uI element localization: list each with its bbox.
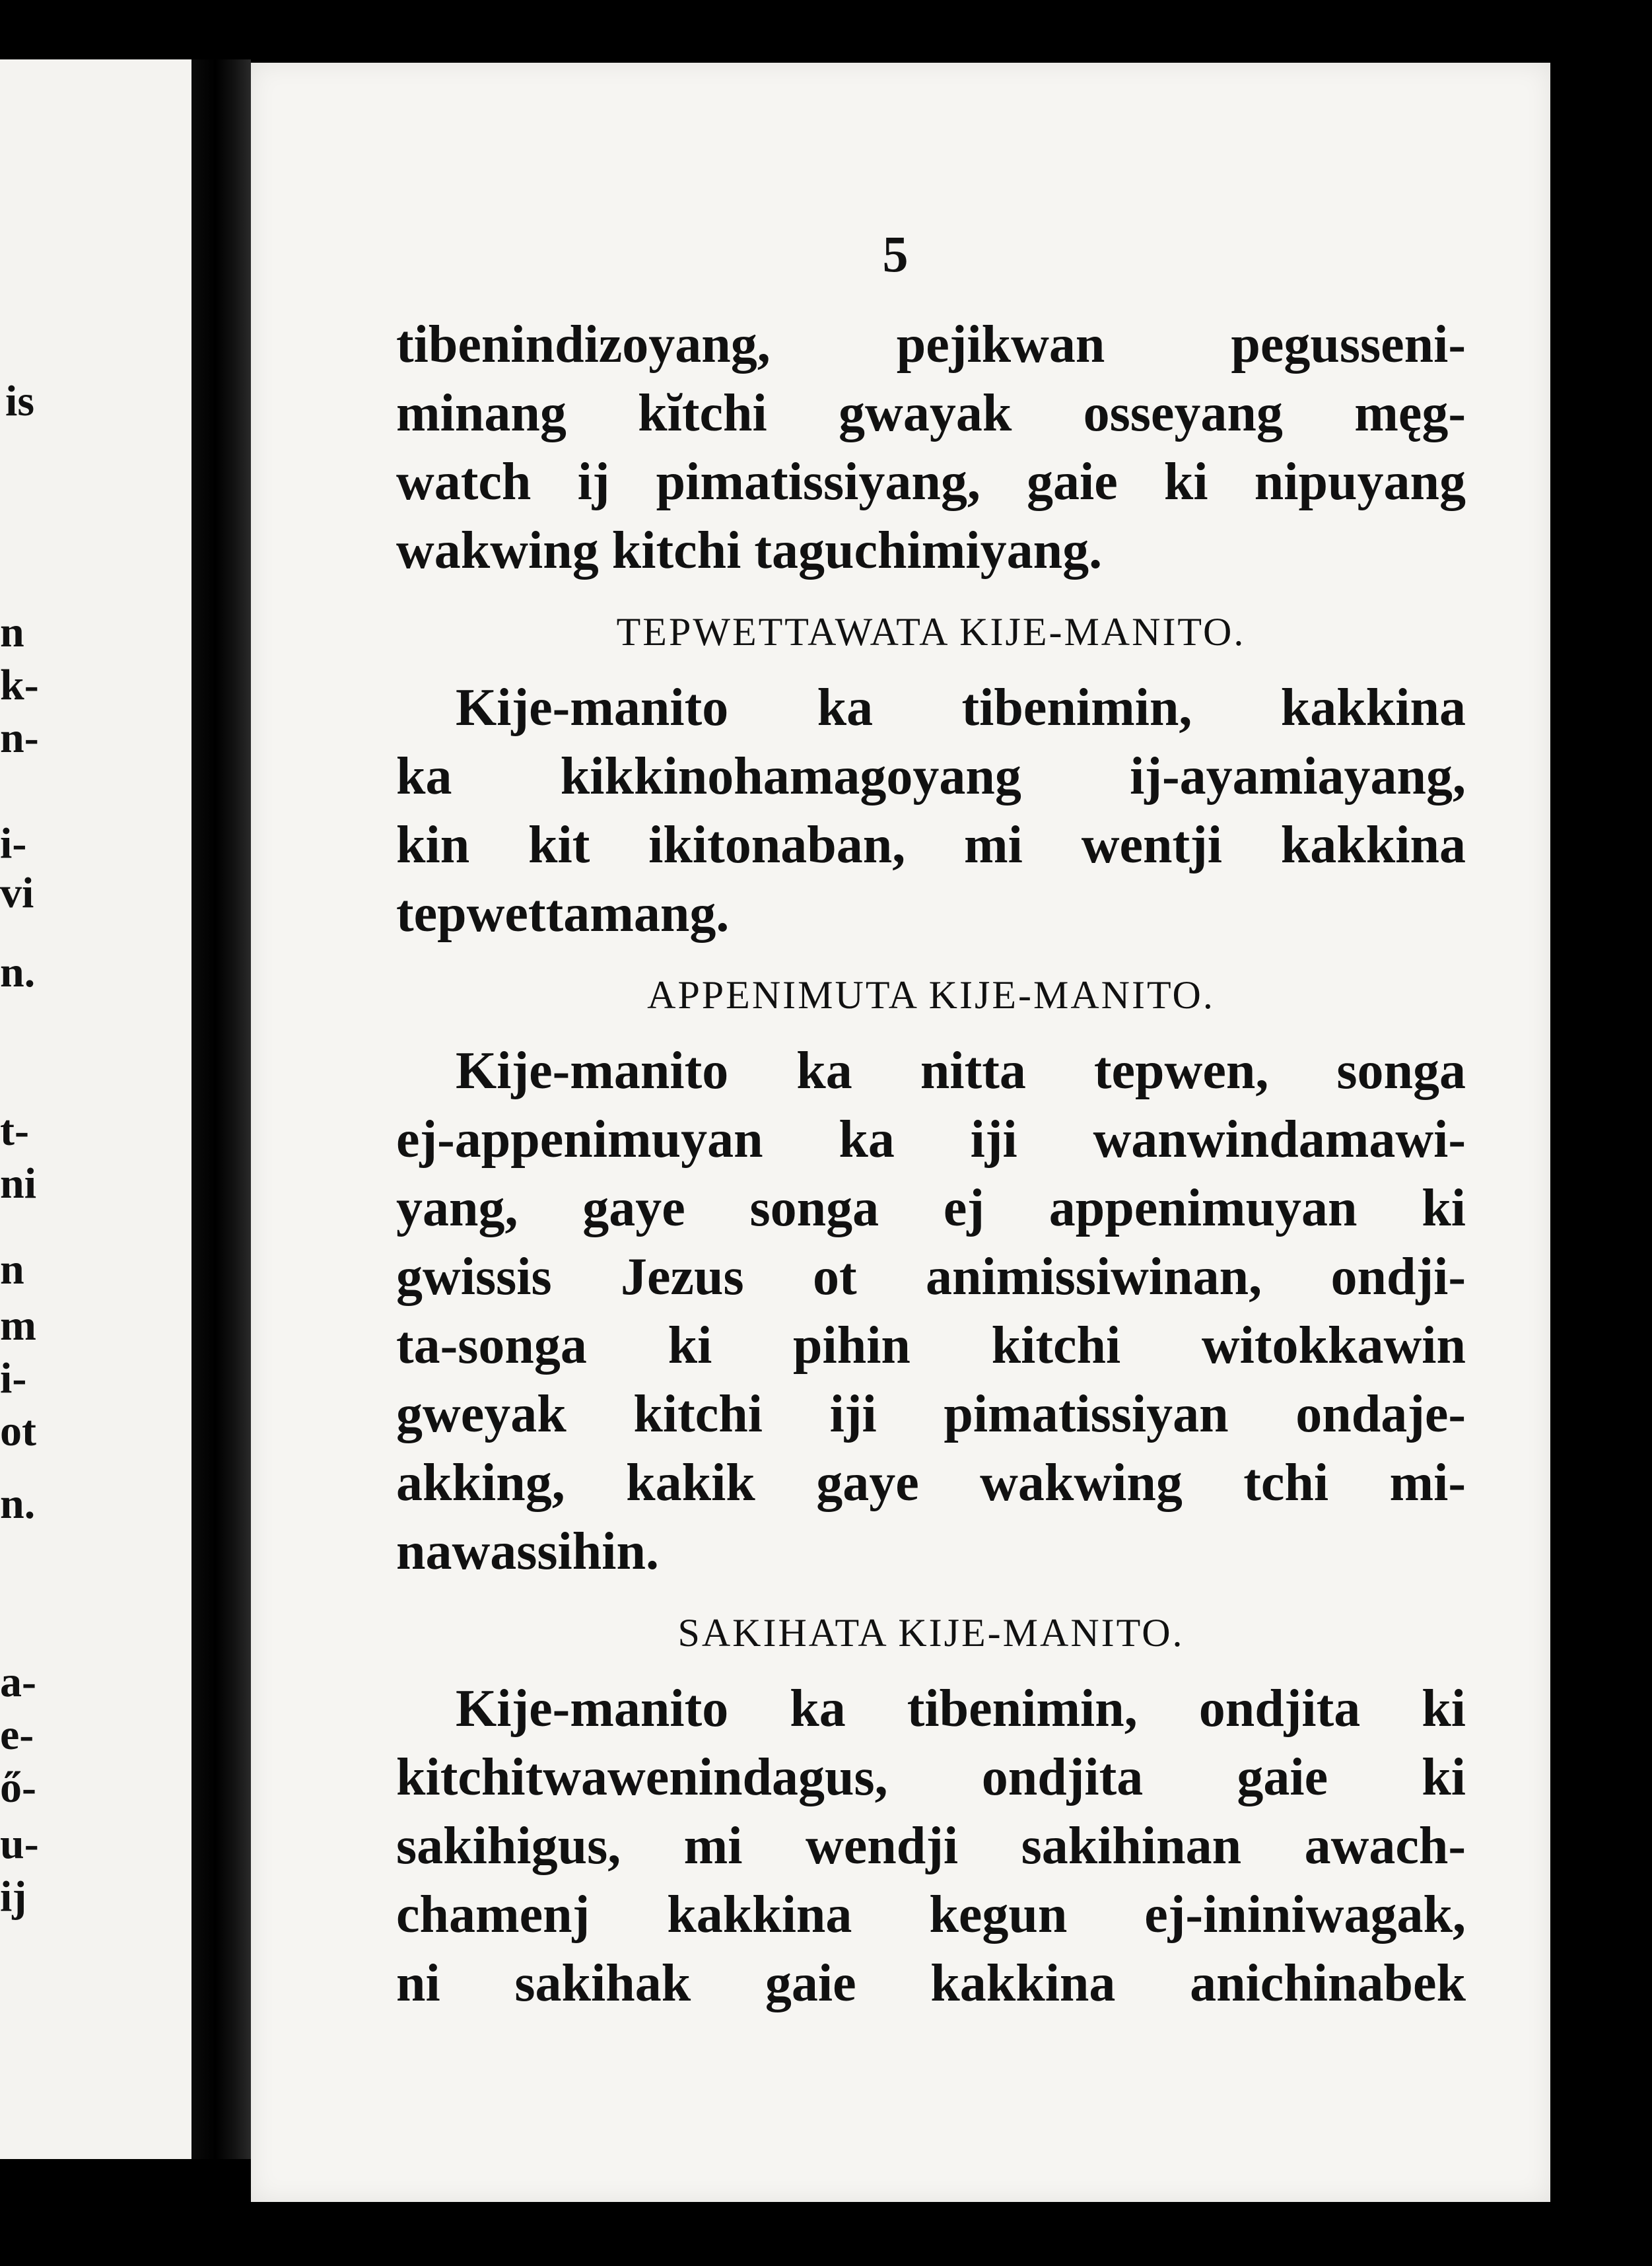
text-line: sakihigus, mi wendji sakihinan awach-	[396, 1817, 1466, 1875]
text-line: yang, gaye songa ej appenimuyan ki	[396, 1179, 1466, 1237]
section-heading: APPENIMUTA KIJE-MANITO.	[647, 973, 1215, 1017]
left-facing-page	[0, 59, 191, 2159]
text-line: Kije-manito ka nitta tepwen, songa	[456, 1042, 1466, 1100]
text-line: watch ij pimatissiyang, gaie ki nipuyang	[396, 453, 1466, 511]
left-page-fragment: n-	[0, 714, 39, 762]
left-page-fragment: ni	[0, 1159, 37, 1208]
text-line: tepwettamang.	[396, 885, 730, 943]
left-page-fragment: n	[0, 608, 24, 656]
left-page-fragment: ő-	[0, 1764, 36, 1812]
left-page-fragment: ot	[0, 1407, 36, 1455]
text-line: ka kikkinohamagoyang ij-ayamiayang,	[396, 747, 1466, 806]
left-page-fragment: n.	[0, 1480, 36, 1528]
left-page-fragment: i-	[0, 819, 27, 868]
paragraph-continuation	[396, 310, 1466, 585]
text-line: Kije-manito ka tibenimin, kakkina	[456, 679, 1466, 737]
left-page-fragment: n.	[0, 948, 36, 996]
left-page-fragment: k-	[0, 661, 39, 709]
left-page-fragment: n	[0, 1245, 24, 1293]
section-heading: TEPWETTAWATA KIJE-MANITO.	[616, 610, 1246, 654]
book-spine-shadow	[191, 59, 251, 2159]
text-line: minang kĭtchi gwayak osseyang męg-	[396, 384, 1466, 442]
left-page-fragment: u-	[0, 1820, 39, 1868]
text-line: gweyak kitchi iji pimatissiyan ondaje-	[396, 1385, 1466, 1443]
page-number: 5	[882, 225, 909, 283]
page-text-block	[396, 310, 1466, 2018]
left-page-fragment: i-	[0, 1354, 27, 1402]
text-line: chamenj kakkina kegun ej-ininiwagak,	[396, 1886, 1466, 1944]
text-line: ta-songa ki pihin kitchi witokkawin	[396, 1317, 1466, 1375]
text-line: gwissis Jezus ot animissiwinan, ondji-	[396, 1248, 1466, 1306]
left-page-fragment: e-	[0, 1711, 34, 1759]
text-line: nawassihin.	[396, 1523, 659, 1581]
paragraph	[396, 1674, 1466, 2018]
text-line: kitchitwawenindagus, ondjita gaie ki	[396, 1748, 1466, 1806]
text-line: tibenindizoyang, pejikwan pegusseni-	[396, 316, 1466, 374]
text-line: wakwing kitchi taguchimiyang.	[396, 522, 1103, 580]
left-page-fragment: t-	[0, 1107, 29, 1155]
text-line: akking, kakik gaye wakwing tchi mi-	[396, 1454, 1466, 1512]
left-page-fragment: vi	[0, 869, 34, 917]
left-page-fragment: a-	[0, 1658, 36, 1706]
text-line: ej-appenimuyan ka iji wanwindamawi-	[396, 1111, 1466, 1169]
left-page-fragment: is	[5, 377, 35, 425]
left-page-fragment: m	[0, 1301, 36, 1350]
text-line: ni sakihak gaie kakkina anichinabek	[396, 1954, 1466, 2012]
section-heading: SAKIHATA KIJE-MANITO.	[677, 1611, 1185, 1655]
paragraph	[396, 1037, 1466, 1586]
left-page-fragment: ij	[0, 1872, 27, 1921]
text-line: kin kit ikitonaban, mi wentji kakkina	[396, 816, 1466, 874]
text-line: Kije-manito ka tibenimin, ondjita ki	[456, 1680, 1466, 1738]
paragraph	[396, 673, 1466, 948]
